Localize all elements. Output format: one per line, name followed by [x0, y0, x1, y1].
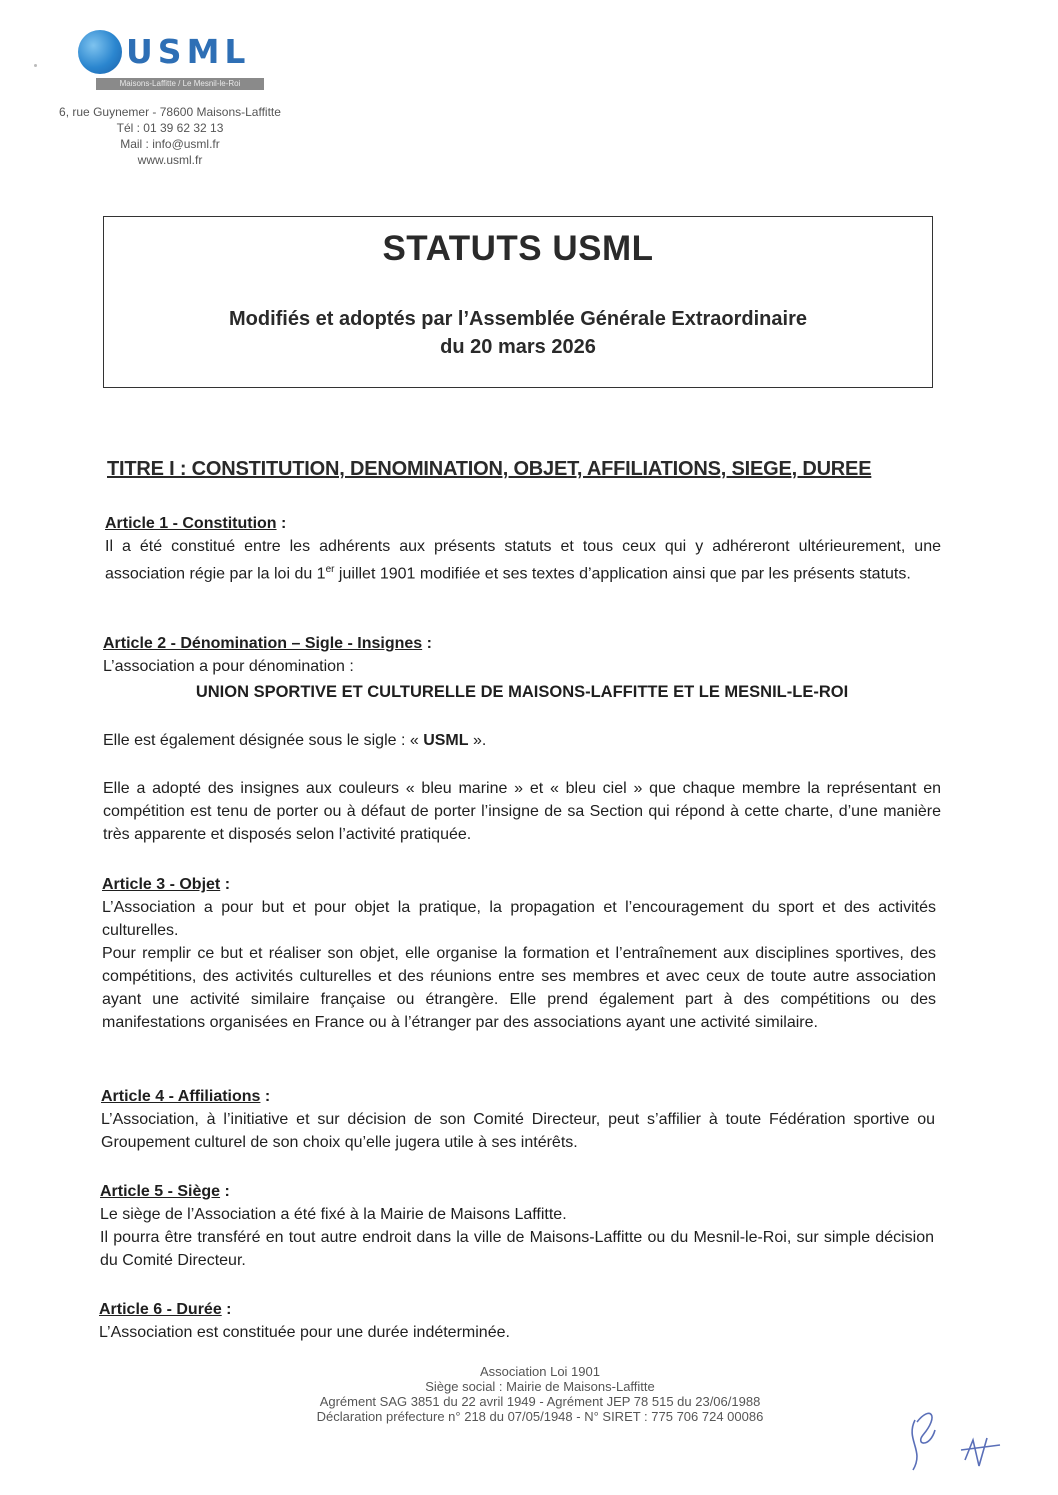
article-heading: Article 3 - Objet : [102, 876, 231, 893]
article-3 [102, 873, 936, 1034]
footer [270, 1364, 810, 1424]
article-paragraph: Il a été constitué entre les adhérents aux présents statuts et tous ceux qui y adhéreront ultérieurement, une association régie par la loi du 1er juillet 1901 modifiée et ses textes d’application ainsi que par les présents statuts. [105, 538, 941, 583]
scan-speck [34, 64, 37, 67]
title-box [103, 216, 933, 388]
footer-line: Agrément SAG 3851 du 22 avril 1949 - Agrément JEP 78 515 du 23/06/1988 [319, 1394, 761, 1409]
logo-tagline: Maisons-Laffitte / Le Mesnil-le-Roi [96, 78, 264, 90]
document-subtitle [104, 305, 932, 361]
article-paragraph: Il pourra être transféré en tout autre endroit dans la ville de Maisons-Laffitte ou du Mesnil-le-Roi, sur simple décision du Comité Directeur. [100, 1229, 934, 1269]
article-heading: Article 6 - Durée : [99, 1301, 232, 1318]
article-paragraph: L’Association est constituée pour une durée indéterminée. [99, 1324, 510, 1341]
usml-logo [76, 28, 266, 94]
article-paragraph: Le siège de l’Association a été fixé à la Mairie de Maisons Laffitte. [100, 1206, 567, 1223]
article-heading: Article 2 - Dénomination – Sigle - Insignes : [103, 635, 432, 652]
article-paragraph: Pour remplir ce but et réaliser son objet, elle organise la formation et l’entraînement aux disciplines sportives, des compétitions, des activités culturelles et des réunions entre ses membres et avec ceux de toute autre association ayant une activité similaire française ou étrangère. Elle prend également part à des compétitions ou des manifestations organisées en France ou à l’étranger par des associations ayant une activité similaire. [102, 945, 936, 1031]
handwritten-signature [895, 1400, 1025, 1480]
document-title: STATUTS USML [382, 229, 654, 268]
article-2 [103, 632, 941, 846]
article-4 [101, 1085, 935, 1154]
article-heading: Article 4 - Affiliations : [101, 1088, 271, 1105]
footer-line: Siège social : Mairie de Maisons-Laffitte [425, 1379, 655, 1394]
website-line: www.usml.fr [137, 153, 203, 167]
article-heading: Article 1 - Constitution : [105, 515, 287, 532]
address-block [20, 104, 320, 168]
article-paragraph: Elle a adopté des insignes aux couleurs « bleu marine » et « bleu ciel » que chaque membre la représentant en compétition est tenu de porter ou à défaut de porter l’insigne de sa Section qui répond à cette charte, d’une manière très apparente et disposés selon l’activité pratiquée. [103, 780, 941, 843]
subtitle-line-2: du 20 mars 2026 [440, 336, 596, 358]
phone-line: Tél : 01 39 62 32 13 [116, 121, 224, 135]
section-title: TITRE I : CONSTITUTION, DENOMINATION, OBJET, AFFILIATIONS, SIEGE, DUREE [107, 458, 872, 480]
article-paragraph: L’Association a pour but et pour objet la pratique, la propagation et l’encouragement du sport et des activités culturelles. [102, 899, 936, 939]
association-name: UNION SPORTIVE ET CULTURELLE DE MAISONS-LAFFITTE ET LE MESNIL-LE-ROI [195, 683, 849, 701]
article-1 [105, 512, 941, 585]
article-paragraph: L’Association, à l’initiative et sur décision de son Comité Directeur, peut s’affilier à toute Fédération sportive ou Groupement culturel de son choix qu’elle jugera utile à ses intérêts. [101, 1111, 935, 1151]
logo-text: USML [126, 32, 251, 71]
address-line: 6, rue Guynemer - 78600 Maisons-Laffitte [59, 105, 281, 119]
subtitle-line-1: Modifiés et adoptés par l’Assemblée Générale Extraordinaire [229, 308, 807, 330]
article-6 [99, 1298, 933, 1344]
globe-icon [78, 30, 122, 74]
footer-line: Association Loi 1901 [480, 1364, 600, 1379]
article-intro: L’association a pour dénomination : [103, 658, 354, 675]
footer-line: Déclaration préfecture n° 218 du 07/05/1948 - N° SIRET : 775 706 724 00086 [316, 1409, 764, 1424]
article-heading: Article 5 - Siège : [100, 1183, 230, 1200]
mail-line: Mail : info@usml.fr [120, 137, 220, 151]
article-5 [100, 1180, 934, 1272]
sigle-line: Elle est également désignée sous le sigle : « USML ». [103, 732, 487, 749]
